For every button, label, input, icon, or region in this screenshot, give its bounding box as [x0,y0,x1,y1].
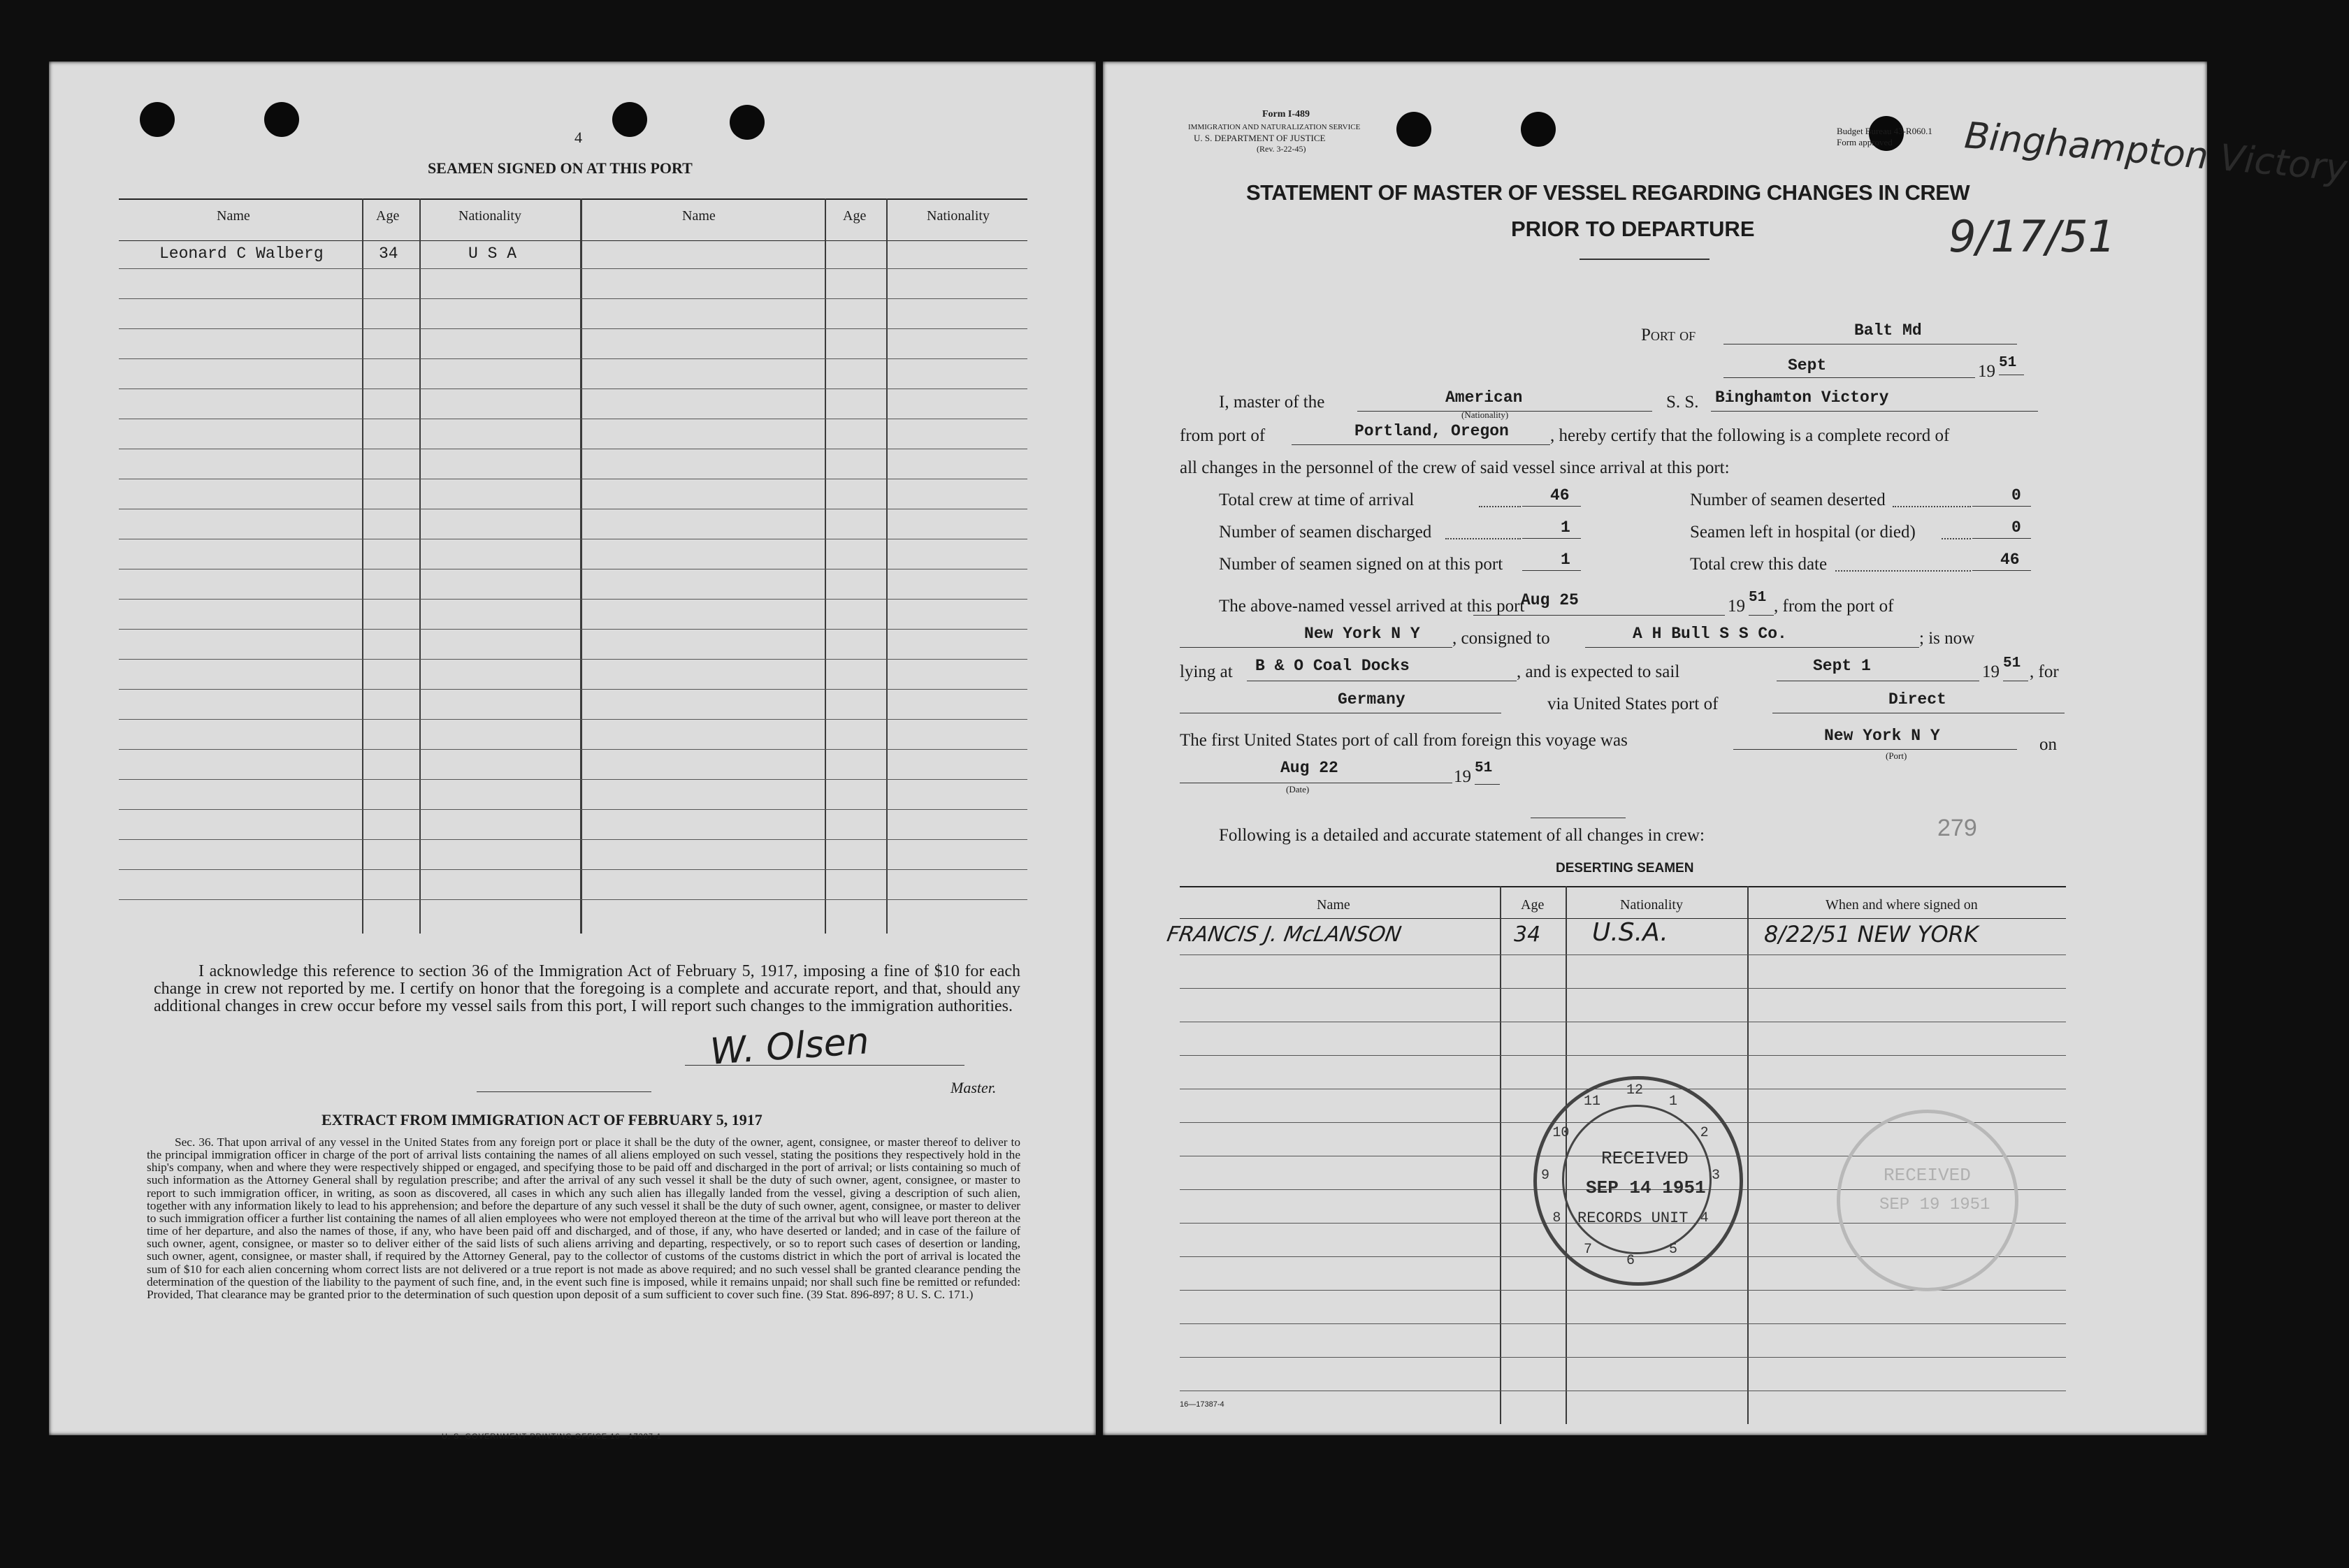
on-label: on [2039,735,2057,754]
agency-line-1: IMMIGRATION AND NATURALIZATION SERVICE [1188,123,1361,131]
from-port-of-text: , from the port of [1774,597,1894,616]
nationality-value: American [1445,389,1523,407]
row-rule [119,779,1027,780]
punch-hole [1521,112,1556,147]
master-of-label: I, master of the [1219,393,1325,412]
row-rule [119,358,1027,359]
form-approved: Form approved [1837,137,1893,147]
row-rule [119,839,1027,840]
stamp-ring-number: 10 [1552,1125,1570,1141]
row-rule [119,659,1027,660]
stamp-records-unit: RECORDS UNIT [1577,1210,1689,1227]
row-rule [119,599,1027,600]
stamp-ring-number: 3 [1712,1168,1721,1184]
certify-text: , hereby certify that the following is a complete record of [1550,426,1950,445]
column-header-age-2: Age [843,208,867,224]
port-of-value: Balt Md [1854,321,1922,340]
faint-received-stamp [1837,1110,2018,1291]
first-port-text: The first United States port of call from foreign this voyage was [1180,731,1628,750]
is-now-text: ; is now [1919,629,1975,648]
seaman-age: 34 [379,245,398,263]
stamped-number: 279 [1937,815,1977,841]
seaman-name: Leonard C Walberg [159,245,324,263]
stamp-ring-number: 12 [1626,1082,1644,1098]
first-port-year: 51 [1475,760,1493,776]
destination: Germany [1338,690,1405,709]
hospital-value: 0 [2011,518,2021,537]
row-rule [119,268,1027,269]
column-header-nationality-2: Nationality [927,208,990,224]
row-rule [119,899,1027,900]
form-number: Form I-489 [1262,109,1310,119]
extract-title: EXTRACT FROM IMMIGRATION ACT OF FEBRUARY 5, 1917 [321,1111,762,1128]
stamp-ring-number: 1 [1669,1094,1678,1110]
column-header-name: Name [217,208,250,224]
row-rule [119,298,1027,299]
master-signature: W. Olsen [709,1020,871,1073]
arrived-from: New York N Y [1304,625,1420,643]
via-port: Direct [1888,690,1946,709]
handwritten-date: 9/17/51 [1949,211,2116,262]
deserting-title: DESERTING SEAMEN [1556,861,1694,876]
signed-on-label: Number of seamen signed on at this port [1219,555,1503,574]
punch-hole [612,102,647,137]
row-rule [119,719,1027,720]
expected-sail-label: , and is expected to sail [1517,662,1680,681]
right-printing-office: 16—17387-4 [1180,1400,1224,1409]
seaman-nationality: U S A [468,245,517,263]
stamp-ring-number: 2 [1700,1125,1709,1141]
form-revision: (Rev. 3-22-45) [1257,144,1306,154]
row-rule [119,749,1027,750]
received-stamp [1533,1076,1743,1286]
row-rule [119,809,1027,810]
row-rule [1180,988,2066,989]
stamp-ring-number: 11 [1584,1094,1601,1110]
stamp-ring-number: 5 [1669,1241,1678,1258]
faint-stamp-date: SEP 19 1951 [1879,1196,1990,1214]
sail-date: Sept 1 [1813,657,1871,675]
consigned-label: , consigned to [1452,629,1550,648]
stamp-date: SEP 14 1951 [1586,1177,1706,1198]
stamp-received-text: RECEIVED [1601,1148,1689,1169]
first-port-year-prefix: 19 [1454,767,1471,786]
printing-office: U. S. GOVERNMENT PRINTING OFFICE 16—17387-1 [442,1432,662,1441]
stamp-ring-number: 6 [1626,1253,1635,1269]
first-port-value: New York N Y [1824,727,1940,745]
lying-at-value: B & O Coal Docks [1255,657,1410,675]
arrived-text: The above-named vessel arrived at this port [1219,597,1525,616]
row-rule [119,869,1027,870]
date-caption: (Date) [1286,784,1310,794]
punch-hole [140,102,175,137]
first-port-date: Aug 22 [1280,759,1338,777]
discharged-label: Number of seamen discharged [1219,523,1432,542]
deserting-header-name: Name [1317,897,1350,913]
row-rule [1180,1357,2066,1358]
ss-label: S. S. [1666,393,1699,412]
year-prefix: 19 [1978,362,1995,381]
total-arrival-value: 46 [1550,486,1570,504]
vessel-name: Binghamton Victory [1715,389,1889,407]
total-arrival-label: Total crew at time of arrival [1219,491,1415,509]
deserter-name: FRANCIS J. McLANSON [1164,922,1403,947]
stamp-ring-number: 8 [1552,1210,1561,1226]
deserting-header-signed-on: When and where signed on [1826,897,1978,913]
date-year: 51 [1999,355,2017,371]
discharged-value: 1 [1561,518,1570,537]
stamp-ring-number: 4 [1700,1210,1709,1226]
hospital-label: Seamen left in hospital (or died) [1690,523,1916,542]
deserted-value: 0 [2011,486,2021,504]
arrived-year: 51 [1749,590,1767,606]
deserter-nationality: U.S.A. [1592,918,1668,947]
row-rule [1180,1055,2066,1056]
column-header-nationality: Nationality [458,208,521,224]
from-port-label: from port of [1180,426,1266,445]
following-text: Following is a detailed and accurate statement of all changes in crew: [1219,826,1705,845]
row-rule [1180,1323,2066,1324]
arrived-year-prefix: 19 [1728,597,1745,616]
right-page [1103,61,2349,1435]
stamp-ring-number: 7 [1584,1241,1593,1258]
handwritten-vessel-name: Binghampton Victory [1963,115,2349,190]
extract-text: Sec. 36. That upon arrival of any vessel in the United States from any foreign port or place it shall be the duty of the owner, agent, consignee, or master thereof to deliver to the principal immigration officer in charge of the port of arrival lists containing the names of all aliens employed on such vessel, stating the positions they respectively hold in the ship's company, when and where they were respectively shipped or engaged, and specifying those to be paid off and discharged in the port of arrival; or lists containing so much of such information as the Attorney General shall by regulation prescribe; and after the arrival of any such vessel it shall be the duty of such owner, agent, consignee, or master to report to such immigration officer, in writing, as soon as discovered, all cases in which any such alien has illegally landed from the vessel, giving a description of such alien, together with any information likely to lead to his apprehension; and before the departure of any such vessel it shall be the duty of such owner, agent, consignee, or master to deliver to such immigration officer a further list containing the names of all alien employees who were not employed thereon at the time of the arrival but who will leave port thereon at the time of her departure, and also the names of those, if any, who have been paid off and discharged, and of those, if any, who have deserted or landed; and in case of the failure of such owner, agent, consignee, or master so to deliver either of the said lists of such aliens arriving and departing, respectively, or so to report such cases of desertion or landing, such owner, agent, consignee, or master shall, if required by the Attorney General, pay to the collector of customs of the customs district in which the port of arrival is located the sum of $10 for each alien concerning whom correct lists are not delivered or a true report is not made as above required; and no such vessel shall be granted clearance pending the determination of the question of the liability to the payment of such fine, and, in the event such fine is imposed, while it remains unpaid; nor shall such fine be remitted or refunded: Provided, That clearance may be granted prior to the determination of such question upon deposit of a sum sufficient to cover such fine. (39 Stat. 896-897; 8 U. S. C. 171.) [147,1135,1020,1301]
deserting-header-age: Age [1521,897,1545,913]
row-rule [119,328,1027,329]
all-changes-text: all changes in the personnel of the crew of said vessel since arrival at this port: [1180,458,1730,477]
port-caption: (Port) [1886,750,1907,761]
punch-hole [264,102,299,137]
left-page [49,61,1096,1441]
acknowledgment-text: I acknowledge this reference to section 36 of the Immigration Act of February 5, 1917, imposing a fine of $10 for each change in crew not reported by me. I certify on honor that the foregoing is a complete and accurate report, and that, should any additional changes in crew occur before my vessel sails from this port, I will report such changes to the immigration authorities. [154,962,1020,1016]
master-label: Master. [951,1079,997,1096]
section-title: SEAMEN SIGNED ON AT THIS PORT [428,159,693,177]
deserted-label: Number of seamen deserted [1690,491,1886,509]
sail-year: 51 [2003,655,2021,672]
row-rule [119,629,1027,630]
total-date-label: Total crew this date [1690,555,1828,574]
for-label: , for [2030,662,2059,681]
deserter-signed-on: 8/22/51 NEW YORK [1764,921,1979,948]
column-header-name-2: Name [682,208,716,224]
agency-line-2: U. S. DEPARTMENT OF JUSTICE [1194,133,1326,143]
lying-at-label: lying at [1180,662,1233,681]
nationality-caption: (Nationality) [1461,409,1509,420]
punch-hole [1396,112,1431,147]
via-label: via United States port of [1547,695,1719,713]
row-rule [1180,954,2066,955]
stamp-ring-number: 9 [1541,1168,1550,1184]
sail-year-prefix: 19 [1982,662,2000,681]
column-header-age: Age [376,208,400,224]
form-title-line-2: PRIOR TO DEPARTURE [1511,217,1755,241]
date-month: Sept [1788,356,1827,375]
form-title-line-1: STATEMENT OF MASTER OF VESSEL REGARDING CHANGES IN CREW [1246,180,1970,205]
row-rule [119,689,1027,690]
signed-on-value: 1 [1561,551,1570,569]
consignee: A H Bull S S Co. [1633,625,1787,643]
deserting-header-nationality: Nationality [1620,897,1683,913]
arrived-date: Aug 25 [1521,591,1579,609]
total-date-value: 46 [2000,551,2020,569]
deserter-age: 34 [1514,922,1541,947]
faint-stamp-received-text: RECEIVED [1884,1165,1971,1186]
port-of-label: Port of [1641,326,1696,344]
budget-bureau: Budget Bureau 43-R060.1 [1837,126,1932,136]
punch-hole [730,105,765,140]
page-number: 4 [574,129,582,146]
from-port-value: Portland, Oregon [1354,422,1509,440]
